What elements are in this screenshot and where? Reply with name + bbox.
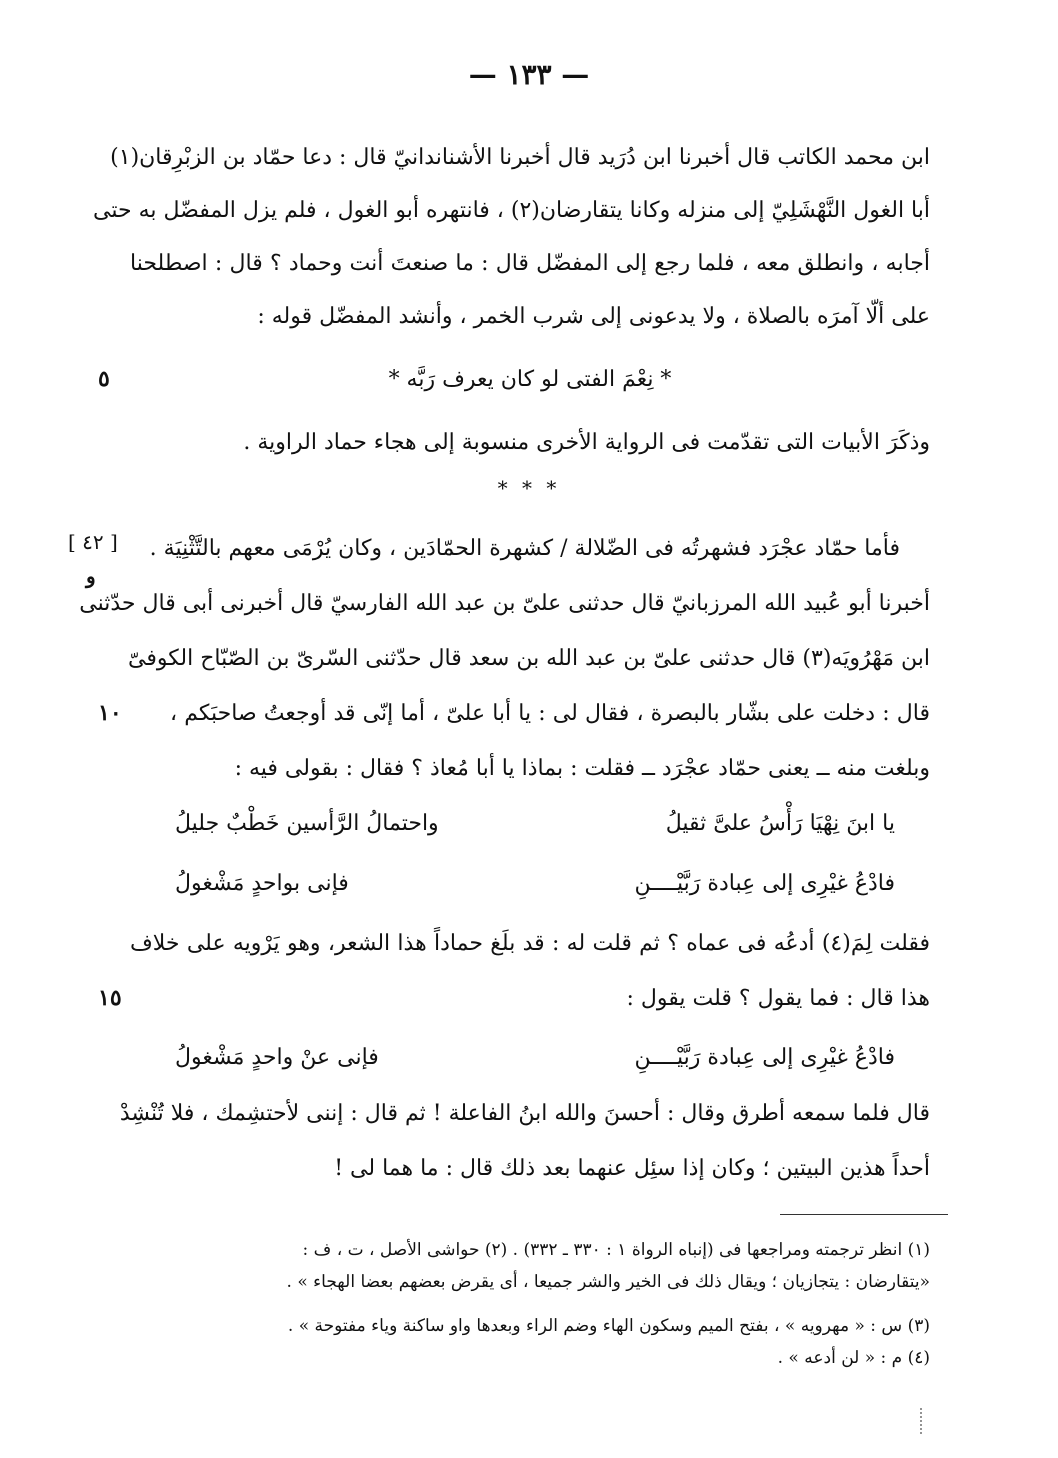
verse-line: * نِعْمَ الفتى لو كان يعرف رَبَّه * [388, 367, 672, 392]
text-line: ابن مَهْرُويَه(٣) قال حدثنى علىّ بن عبد الله بن سعد قال حدّثنى السّرىّ بن الصّبّاح الكوفىّ [128, 646, 930, 671]
text-line: أجابه ، وانطلق معه ، فلما رجع إلى المفضّل قال : ما صنعتَ أنت وحماد ؟ قال : اصطلحنا [130, 251, 930, 276]
verse-hemistich-left: واحتمالُ الرَّأسين خَطْبٌ جليلُ [175, 811, 439, 836]
text-line: قال فلما سمعه أطرق وقال : أحسنَ والله ابنُ الفاعلة ! ثم قال : إننى لأحتشِمك ، فلا تُنْشِدْ [119, 1101, 930, 1126]
verse-hemistich-left: فإنى بواحدٍ مَشْغولُ [175, 871, 349, 896]
text-line: على ألّا آمرَه بالصلاة ، ولا يدعونى إلى شرب الخمر ، وأنشد المفضّل قوله : [257, 304, 930, 329]
page-number: — ١٣٣ — [468, 58, 590, 91]
text-line: فأما حمّاد عجْرَد فشهرتُه فى الضّلالة / كشهرة الحمّادَين ، وكان يُرْمَى معهم بالتَّثْنِيَة . [149, 536, 900, 561]
text-line: وبلغت منه ــ يعنى حمّاد عجْرَد ــ فقلت : بماذا يا أبا مُعاذ ؟ فقال : بقولى فيه : [234, 756, 930, 781]
footnote: (٤) م : « لن أدعه » . [777, 1348, 930, 1368]
margin-letter: و [86, 564, 96, 588]
verse-hemistich-left: فإنى عنْ واحدٍ مَشْغولُ [175, 1045, 379, 1070]
verse-hemistich-right: يا ابنَ نِهْيَا رَأْسُ علىَّ ثقيلُ [665, 811, 895, 836]
verse-couplet [175, 806, 895, 842]
text-line: ابن محمد الكاتب قال أخبرنا ابن دُرَيد قال أخبرنا الأشناندانيّ قال : دعا حمّاد بن الزبْرِقان(١) [110, 145, 930, 170]
scan-mark [920, 1408, 936, 1434]
verse-hemistich-right: فادْعُ غيْرِى إلى عِبادة رَبَّيْــــنِ [634, 1045, 895, 1070]
text-line: قال : دخلت على بشّار بالبصرة ، فقال لى : يا أبا علىّ ، أما إنّى قد أوجعتُ صاحبَكم ، [170, 701, 930, 726]
verse-couplet [175, 866, 895, 902]
footnote-rule [780, 1214, 948, 1215]
verse-couplet [175, 1040, 895, 1076]
text-line: أخبرنا أبو عُبيد الله المرزبانيّ قال حدثنى علىّ بن عبد الله الفارسيّ قال أخبرنى أبى قال حدّثنى [79, 591, 930, 616]
text-line: فقلت لِمَ(٤) أدعُه فى عماه ؟ ثم قلت له : قد بلَغ حماداً هذا الشعر، وهو يَرْويه على خلاف [130, 931, 931, 956]
footnote: «يتقارضان : يتجازيان ؛ ويقال ذلك فى الخير والشر جميعا ، أى يقرض بعضهم بعضا الهجاء » . [286, 1272, 930, 1292]
text-line: أحداً هذين البيتين ؛ وكان إذا سئِل عنهما بعد ذلك قال : ما هما لى ! [334, 1156, 930, 1181]
section-separator: * * * [497, 476, 561, 500]
line-number: ١٠ [98, 700, 122, 726]
text-line: أبا الغول النَّهْشَلِيّ إلى منزله وكانا يتقارضان(٢) ، فانتهره أبو الغول ، فلم يزل المفضّل به حتى [93, 198, 930, 223]
text-line: هذا قال : فما يقول ؟ قلت يقول : [626, 986, 930, 1011]
text-line: وذكَرَ الأبيات التى تقدّمت فى الرواية الأخرى منسوبة إلى هجاء حماد الراوية . [243, 430, 930, 455]
footnote: (١) انظر ترجمته ومراجعها فى (إنباه الرواة ١ : ٣٣٠ ـ ٣٣٢) . (٢) حواشى الأصل ، ت ، ف : [302, 1240, 930, 1260]
line-number: ٥ [98, 366, 110, 392]
margin-reference: [ ٤٢ ] [68, 530, 118, 554]
verse-hemistich-right: فادْعُ غيْرِى إلى عِبادة رَبَّيْــــنِ [634, 871, 895, 896]
footnote: (٣) س : « مهرويه » ، بفتح الميم وسكون الهاء وضم الراء وبعدها واو ساكنة وياء مفتوحة » . [287, 1316, 930, 1336]
line-number: ١٥ [98, 985, 122, 1011]
